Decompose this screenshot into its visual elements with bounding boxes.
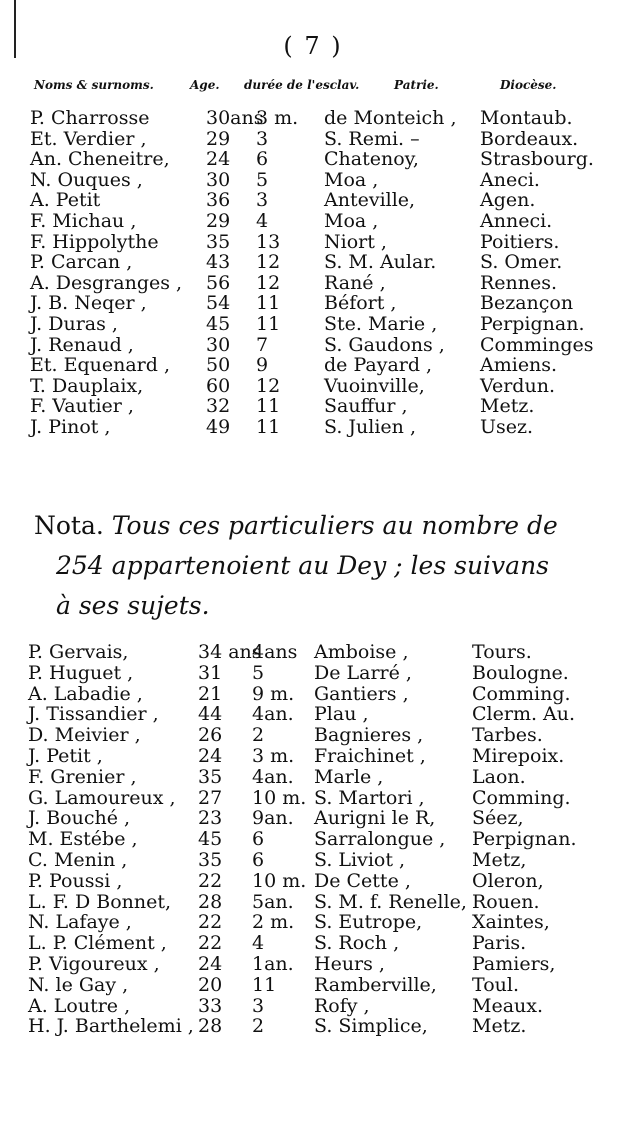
entry-duration: 2 [252, 1015, 265, 1038]
table-row [0, 396, 626, 417]
entry-age: 31 [198, 661, 223, 684]
entry-age: 35 [198, 765, 223, 788]
entry-duration: 10 m. [252, 786, 307, 809]
entry-age: 23 [198, 807, 223, 830]
entry-duration: 4ans [252, 641, 298, 663]
table-row [0, 704, 626, 725]
entry-name: J. B. Neqer , [30, 292, 147, 315]
entry-diocese: Laon. [472, 765, 526, 788]
entry-duration: 9an. [252, 807, 294, 830]
entry-name: F. Hippolythe [30, 230, 159, 253]
entry-name: J. Pinot , [30, 415, 111, 438]
entry-name: J. Duras , [30, 312, 118, 335]
entry-diocese: Agen. [480, 189, 536, 212]
entry-duration: 5an. [252, 890, 294, 913]
entry-age: 30ans [206, 107, 264, 129]
entry-duration: 6 [252, 828, 265, 851]
table-row [0, 335, 626, 356]
entry-age: 29 [206, 127, 231, 150]
entry-homeland: S. Liviot , [314, 848, 406, 871]
entry-age: 32 [206, 395, 231, 418]
page-number: ( 7 ) [283, 32, 343, 60]
entry-age: 21 [198, 682, 223, 705]
table-row [0, 767, 626, 788]
entry-name: L. F. D Bonnet, [28, 890, 172, 913]
nota-line-2: 254 appartenoient au Dey ; les suivans [56, 551, 549, 580]
entry-age: 49 [206, 415, 231, 438]
table-row [0, 417, 626, 438]
entry-diocese: Rouen. [472, 890, 540, 913]
entry-duration: 2 [252, 724, 265, 747]
table-row [0, 912, 626, 933]
entry-duration: 6 [256, 148, 269, 171]
entry-homeland: Heurs , [314, 952, 385, 975]
entry-diocese: Tours. [472, 641, 532, 663]
entry-name: P. Carcan , [30, 251, 133, 274]
entry-homeland: Sauffur , [324, 395, 408, 418]
entry-diocese: Usez. [480, 415, 534, 438]
entry-diocese: Verdun. [480, 374, 555, 397]
entry-diocese: Perpignan. [472, 828, 577, 851]
entry-duration: 3 m. [252, 744, 295, 767]
entry-age: 20 [198, 973, 223, 996]
nota-label: Nota. [34, 511, 104, 540]
entry-diocese: Metz. [480, 395, 535, 418]
entry-diocese: Xaintes, [472, 911, 550, 934]
entry-diocese: Bordeaux. [480, 127, 579, 150]
entry-homeland: Gantiers , [314, 682, 409, 705]
table-row [0, 954, 626, 975]
entry-diocese: Bezançon [480, 292, 574, 315]
entry-age: 35 [206, 230, 231, 253]
entry-homeland: Bagnieres , [314, 724, 424, 747]
table-row [0, 642, 626, 663]
entry-name: J. Bouché , [28, 807, 131, 830]
entry-homeland: Marle , [314, 765, 384, 788]
entry-age: 33 [198, 994, 223, 1017]
entry-name: P. Huguet , [28, 661, 134, 684]
table-row [0, 871, 626, 892]
entry-diocese: Comminges [480, 333, 594, 356]
entry-age: 56 [206, 271, 231, 294]
entry-age: 24 [198, 744, 223, 767]
table-row [0, 725, 626, 746]
header-names: Noms & surnoms. [34, 78, 154, 92]
entry-homeland: Vuoinville, [324, 374, 425, 397]
entry-age: 45 [206, 312, 231, 335]
entry-name: J. Petit , [28, 744, 103, 767]
entry-age: 36 [206, 189, 231, 212]
entry-homeland: S. Gaudons , [324, 333, 445, 356]
entry-homeland: Rané , [324, 271, 386, 294]
entry-name: D. Meivier , [28, 724, 141, 747]
entry-diocese: Paris. [472, 932, 527, 955]
entry-age: 22 [198, 932, 223, 955]
entry-name: H. J. Barthelemi , [28, 1015, 194, 1038]
slave-list-table-dey [0, 108, 626, 438]
entry-duration: 13 [256, 230, 281, 253]
entry-duration: 3 [256, 189, 269, 212]
entry-homeland: S. Martori , [314, 786, 425, 809]
entry-homeland: Niort , [324, 230, 387, 253]
entry-homeland: Moa , [324, 209, 379, 232]
entry-age: 35 [198, 848, 223, 871]
entry-diocese: Tarbes. [472, 724, 543, 747]
slave-list-table-subjects [0, 642, 626, 1037]
entry-homeland: Ste. Marie , [324, 312, 438, 335]
table-row [0, 170, 626, 191]
entry-age: 34 ans [198, 641, 262, 663]
entry-age: 22 [198, 911, 223, 934]
entry-diocese: Anneci. [480, 209, 553, 232]
entry-age: 22 [198, 869, 223, 892]
entry-homeland: S. Roch , [314, 932, 400, 955]
entry-duration: 5 [252, 661, 265, 684]
entry-duration: 11 [252, 973, 277, 996]
entry-name: N. le Gay , [28, 973, 129, 996]
entry-duration: 10 m. [252, 869, 307, 892]
entry-name: M. Estébe , [28, 828, 138, 851]
entry-homeland: Fraichinet , [314, 744, 426, 767]
header-homeland: Patrie. [394, 78, 439, 92]
entry-duration: 3 [256, 127, 269, 150]
entry-duration: 11 [256, 312, 281, 335]
table-row [0, 1016, 626, 1037]
table-row [0, 850, 626, 871]
entry-name: N. Lafaye , [28, 911, 132, 934]
entry-name: J. Tissandier , [28, 703, 159, 726]
entry-diocese: Séez, [472, 807, 524, 830]
nota-paragraph [34, 506, 600, 626]
entry-homeland: S. Eutrope, [314, 911, 423, 934]
entry-homeland: Sarralongue , [314, 828, 446, 851]
entry-age: 45 [198, 828, 223, 851]
table-row [0, 975, 626, 996]
entry-name: T. Dauplaix, [30, 374, 144, 397]
entry-name: An. Cheneitre, [30, 148, 170, 171]
entry-duration: 11 [256, 415, 281, 438]
entry-homeland: Amboise , [314, 641, 409, 663]
entry-age: 28 [198, 890, 223, 913]
table-row [0, 829, 626, 850]
entry-duration: 9 [256, 354, 269, 377]
nota-line-1: Tous ces particuliers au nombre de [111, 511, 558, 540]
entry-homeland: De Larré , [314, 661, 412, 684]
entry-name: F. Vautier , [30, 395, 134, 418]
table-row [0, 211, 626, 232]
entry-name: N. Ouques , [30, 168, 143, 191]
table-row [0, 892, 626, 913]
entry-age: 50 [206, 354, 231, 377]
entry-diocese: Metz, [472, 848, 527, 871]
entry-duration: 7 [256, 333, 269, 356]
entry-homeland: S. Simplice, [314, 1015, 428, 1038]
entry-name: A. Loutre , [28, 994, 131, 1017]
entry-homeland: De Cette , [314, 869, 411, 892]
entry-age: 54 [206, 292, 231, 315]
entry-name: C. Menin , [28, 848, 128, 871]
entry-duration: 12 [256, 271, 281, 294]
table-row [0, 376, 626, 397]
entry-homeland: Moa , [324, 168, 379, 191]
table-row [0, 129, 626, 150]
entry-age: 28 [198, 1015, 223, 1038]
table-row [0, 273, 626, 294]
entry-diocese: Mirepoix. [472, 744, 565, 767]
table-row [0, 252, 626, 273]
entry-diocese: Perpignan. [480, 312, 585, 335]
entry-name: G. Lamoureux , [28, 786, 176, 809]
table-row [0, 355, 626, 376]
entry-diocese: Clerm. Au. [472, 703, 576, 726]
entry-duration: 4 [252, 932, 265, 955]
entry-homeland: Béfort , [324, 292, 397, 315]
entry-homeland: S. Remi. – [324, 127, 420, 150]
entry-age: 30 [206, 333, 231, 356]
entry-name: Et. Verdier , [30, 127, 147, 150]
entry-duration: 4 [256, 209, 269, 232]
entry-diocese: Comming. [472, 786, 571, 809]
table-row [0, 933, 626, 954]
entry-diocese: Toul. [472, 973, 519, 996]
entry-name: A. Labadie , [28, 682, 143, 705]
column-header-row [0, 78, 626, 98]
entry-duration: 2 m. [252, 911, 295, 934]
entry-homeland: de Payard , [324, 354, 433, 377]
entry-diocese: S. Omer. [480, 251, 563, 274]
entry-duration: 4an. [252, 703, 294, 726]
entry-age: 60 [206, 374, 231, 397]
table-row [0, 663, 626, 684]
entry-diocese: Poitiers. [480, 230, 560, 253]
entry-diocese: Amiens. [480, 354, 558, 377]
table-row [0, 293, 626, 314]
entry-duration: 11 [256, 395, 281, 418]
table-row [0, 808, 626, 829]
entry-homeland: de Monteich , [324, 107, 457, 129]
table-row [0, 190, 626, 211]
entry-name: A. Petit [30, 189, 101, 212]
entry-age: 30 [206, 168, 231, 191]
table-row [0, 149, 626, 170]
entry-name: F. Grenier , [28, 765, 137, 788]
entry-homeland: Rofy , [314, 994, 370, 1017]
entry-duration: 11 [256, 292, 281, 315]
entry-age: 24 [206, 148, 231, 171]
table-row [0, 108, 626, 129]
entry-duration: 1an. [252, 952, 294, 975]
entry-diocese: Aneci. [480, 168, 540, 191]
table-row [0, 232, 626, 253]
entry-homeland: S. M. Aular. [324, 251, 437, 274]
entry-name: P. Charrosse [30, 107, 150, 129]
entry-duration: 4an. [252, 765, 294, 788]
entry-age: 43 [206, 251, 231, 274]
table-row [0, 746, 626, 767]
entry-homeland: Anteville, [324, 189, 416, 212]
entry-name: A. Desgranges , [30, 271, 183, 294]
entry-name: F. Michau , [30, 209, 137, 232]
entry-diocese: Metz. [472, 1015, 527, 1038]
entry-homeland: S. M. f. Renelle, [314, 890, 467, 913]
entry-duration: 3 [252, 994, 265, 1017]
header-diocese: Diocèse. [500, 78, 557, 92]
entry-diocese: Boulogne. [472, 661, 569, 684]
nota-line-3: à ses sujets. [56, 591, 210, 620]
entry-age: 29 [206, 209, 231, 232]
entry-age: 24 [198, 952, 223, 975]
entry-diocese: Oleron, [472, 869, 544, 892]
entry-duration: 9 m. [252, 682, 295, 705]
entry-name: J. Renaud , [30, 333, 134, 356]
table-row [0, 996, 626, 1017]
entry-homeland: S. Julien , [324, 415, 416, 438]
entry-diocese: Meaux. [472, 994, 544, 1017]
entry-duration: 3 m. [256, 107, 299, 129]
entry-diocese: Montaub. [480, 107, 573, 129]
entry-name: P. Vigoureux , [28, 952, 160, 975]
entry-age: 44 [198, 703, 223, 726]
entry-homeland: Aurigni le R, [314, 807, 436, 830]
entry-duration: 12 [256, 374, 281, 397]
entry-age: 27 [198, 786, 223, 809]
entry-name: Et. Equenard , [30, 354, 170, 377]
table-row [0, 788, 626, 809]
entry-name: L. P. Clément , [28, 932, 167, 955]
header-age: Age. [190, 78, 220, 92]
table-row [0, 684, 626, 705]
entry-homeland: Chatenoy, [324, 148, 419, 171]
entry-homeland: Plau , [314, 703, 369, 726]
entry-age: 26 [198, 724, 223, 747]
entry-diocese: Rennes. [480, 271, 558, 294]
entry-duration: 6 [252, 848, 265, 871]
table-row [0, 314, 626, 335]
entry-duration: 12 [256, 251, 281, 274]
entry-name: P. Gervais, [28, 641, 129, 663]
header-duration: durée de l'esclav. [244, 78, 360, 92]
entry-diocese: Pamiers, [472, 952, 556, 975]
entry-diocese: Strasbourg. [480, 148, 594, 171]
entry-name: P. Poussi , [28, 869, 123, 892]
entry-homeland: Ramberville, [314, 973, 437, 996]
entry-diocese: Comming. [472, 682, 571, 705]
entry-duration: 5 [256, 168, 269, 191]
